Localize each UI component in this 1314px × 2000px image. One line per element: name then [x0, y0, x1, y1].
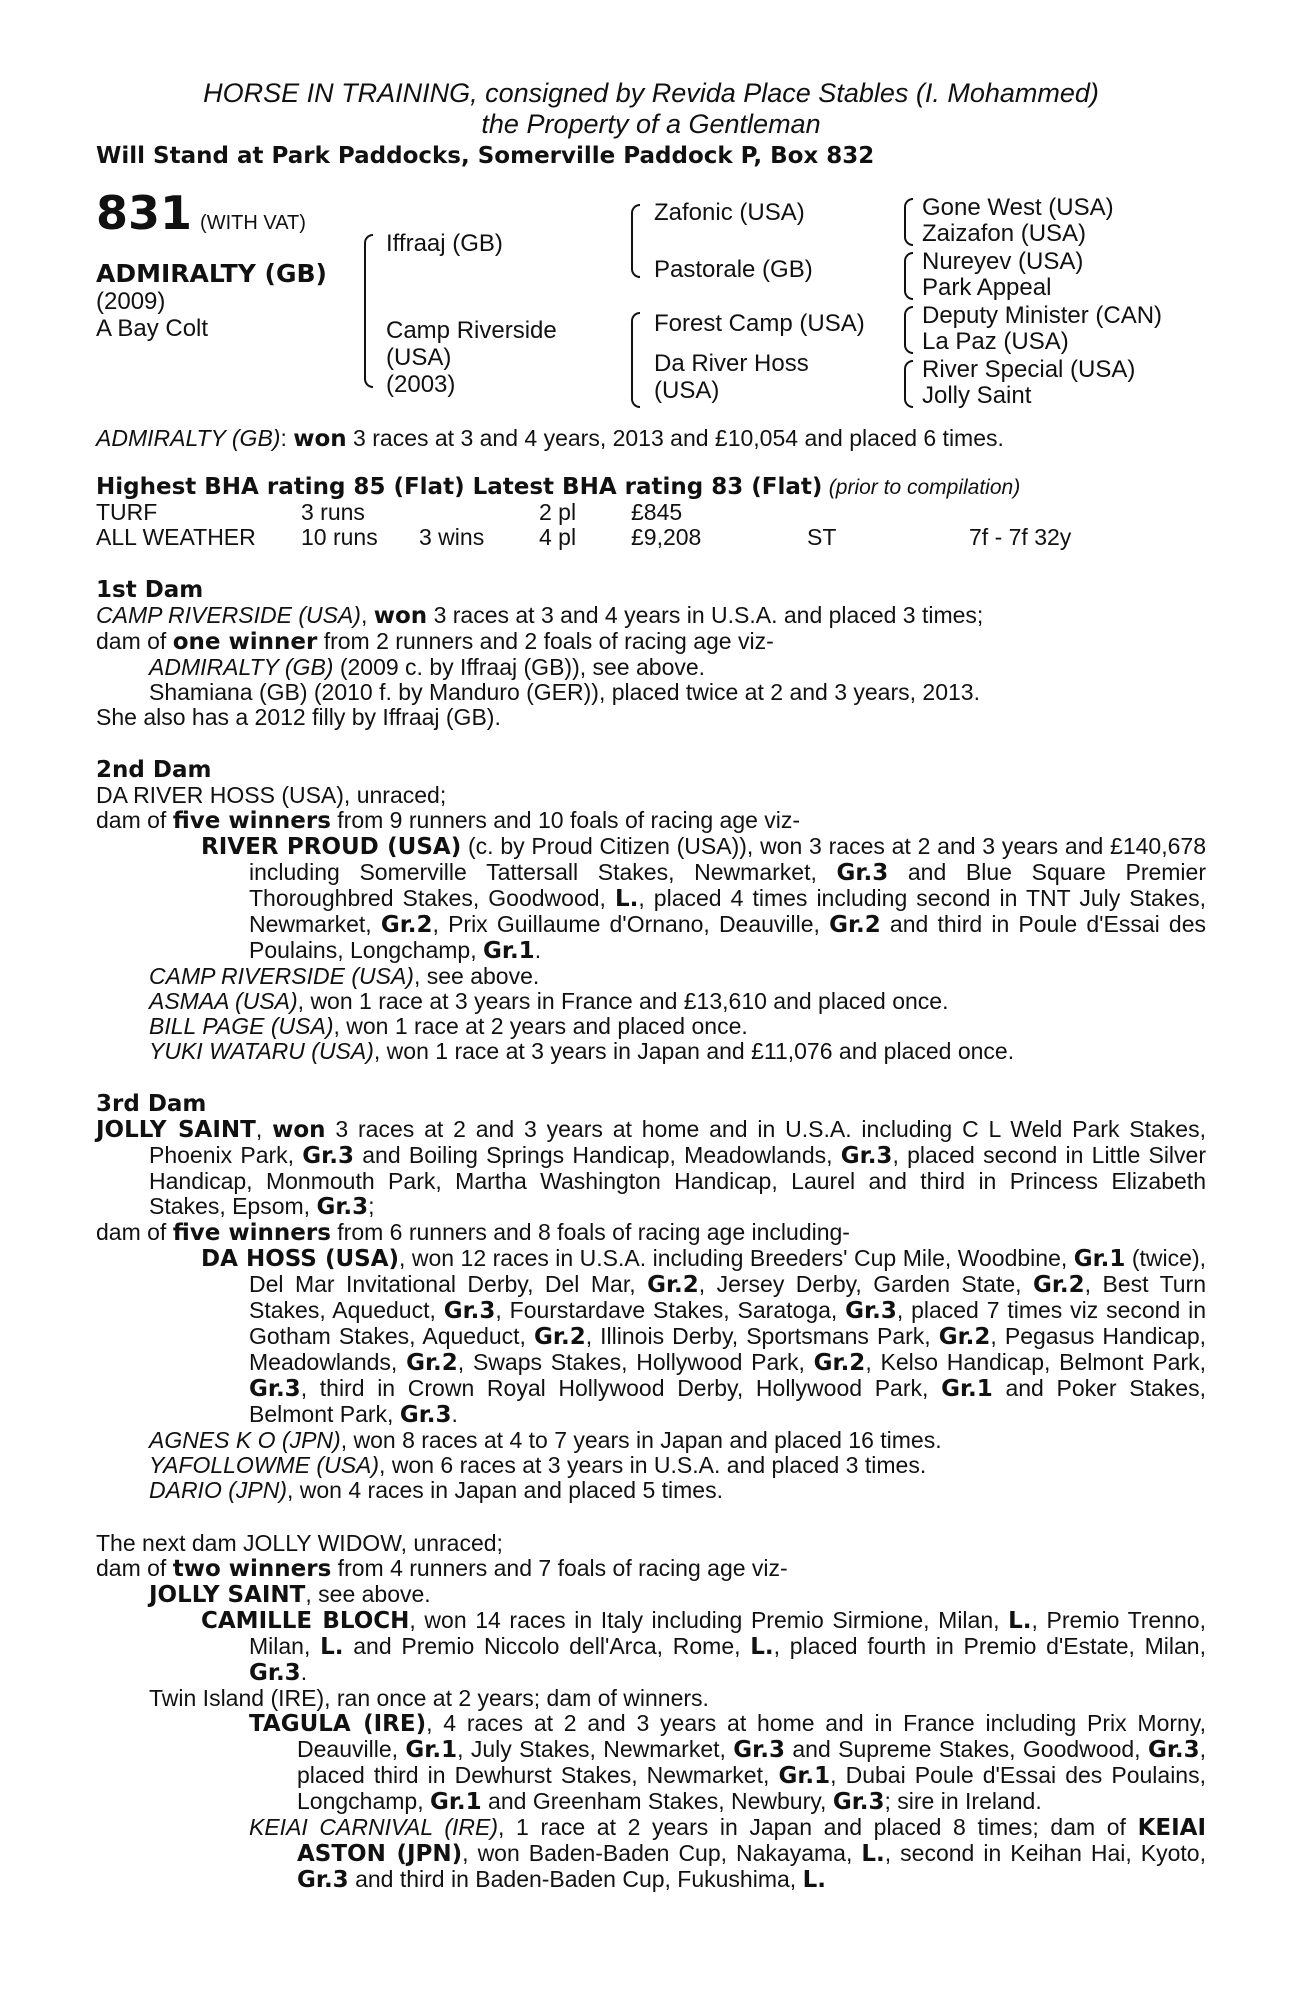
produce-entry: KEIAI CARNIVAL (IRE), 1 race at 2 years in Japan and placed 8 times; dam of KEIAI ASTON (JPN), won Baden-Baden Cup, Nakayama, L., second in Keihan Hai, Kyoto, Gr.3 and third in Baden-Baden Cup, Fukushima, L.	[249, 1814, 1207, 1893]
dam2-produce: dam of five winners from 9 runners and 10 foals of racing age viz-	[96, 807, 801, 834]
ddd: Jolly Saint	[922, 382, 1032, 409]
dsd: La Paz (USA)	[922, 328, 1069, 355]
dam1-note: She also has a 2012 filly by Iffraaj (GB).	[96, 704, 501, 730]
dam-line-1: Camp Riverside	[386, 317, 557, 344]
lot-header	[96, 186, 306, 240]
ratings-table	[96, 500, 1071, 550]
produce-entry: YUKI WATARU (USA), won 1 race at 3 years in Japan and £11,076 and placed once.	[149, 1038, 1015, 1064]
consignor-line: HORSE IN TRAINING, consigned by Revida Place Stables (I. Mohammed)	[203, 78, 1099, 108]
produce-entry: BILL PAGE (USA), won 1 race at 2 years and placed once.	[149, 1013, 748, 1039]
produce-entry: TAGULA (IRE), 4 races at 2 and 3 years at home and in France including Prix Morny, Deauville, Gr.1, July Stakes, Newmarket, Gr.3 and Supreme Stakes, Goodwood, Gr.3, placed third in Dewhurst Stakes, Newmarket, Gr.1, Dubai Poule d'Essai des Poulains, Longchamp, Gr.1 and Greenham Stakes, Newbury, Gr.3; sire in Ireland.	[249, 1710, 1207, 1815]
brace-g1	[904, 198, 913, 246]
produce-entry: RIVER PROUD (USA) (c. by Proud Citizen (USA)), won 3 races at 2 and 3 years and £140,678 including Somerville Tattersall Stakes, Newmarket, Gr.3 and Blue Square Premier Thoroughbred Stakes, Goodwood, L., placed 4 times including second in TNT July Stakes, Newmarket, Gr.2, Prix Guillaume d'Ornano, Deauville, Gr.2 and third in Poule d'Essai des Poulains, Longchamp, Gr.1.	[201, 833, 1206, 964]
sires-dam: Pastorale (GB)	[654, 256, 813, 283]
produce-entry: ASMAA (USA), won 1 race at 3 years in France and £13,610 and placed once.	[149, 988, 949, 1014]
horse-name: ADMIRALTY (GB)	[96, 259, 327, 288]
produce-entry: CAMILLE BLOCH, won 14 races in Italy including Premio Sirmione, Milan, L., Premio Trenno, Milan, L. and Premio Niccolo dell'Arca, Rome, L., placed fourth in Premio d'Estate, Milan, Gr.3.	[201, 1607, 1206, 1686]
lot-number: 831	[96, 186, 193, 240]
next-dam-produce: dam of two winners from 4 runners and 7 foals of racing age viz-	[96, 1555, 788, 1582]
dam1-produce: dam of one winner from 2 runners and 2 foals of racing age viz-	[96, 628, 774, 655]
dam3-produce: dam of five winners from 6 runners and 8 foals of racing age including-	[96, 1219, 850, 1246]
race-summary: ADMIRALTY (GB): won 3 races at 3 and 4 years, 2013 and £10,054 and placed 6 times.	[96, 425, 1004, 452]
ratings-heading: Highest BHA rating 85 (Flat) Latest BHA rating 83 (Flat) (prior to compilation)	[96, 474, 1021, 500]
brace-g2	[904, 252, 913, 300]
produce-entry: DARIO (JPN), won 4 races in Japan and placed 5 times.	[149, 1477, 723, 1503]
brace-g4	[904, 360, 913, 408]
produce-entry: AGNES K O (JPN), won 8 races at 4 to 7 years in Japan and placed 16 times.	[149, 1427, 942, 1453]
dam-line-2: (USA)	[386, 344, 452, 371]
sss: Gone West (USA)	[922, 194, 1114, 221]
second-dam-section	[96, 758, 1206, 1064]
produce-entry: Shamiana (GB) (2010 f. by Manduro (GER)), placed twice at 2 and 3 years, 2013.	[149, 679, 980, 705]
stable-location: Will Stand at Park Paddocks, Somerville Paddock P, Box 832	[96, 143, 875, 169]
catalogue-page	[96, 78, 1206, 1893]
next-dam-record: The next dam JOLLY WIDOW, unraced;	[96, 1530, 503, 1556]
sire-parents-brace	[631, 204, 640, 278]
property-line: the Property of a Gentleman	[481, 109, 821, 139]
ssd: Zaizafon (USA)	[922, 220, 1087, 247]
vat-note: (WITH VAT)	[200, 212, 306, 234]
table-row-turf: TURF 3 runs 2 pl £845	[96, 499, 683, 525]
dds: River Special (USA)	[922, 356, 1136, 383]
section-title: 1st Dam	[96, 577, 204, 603]
produce-entry: YAFOLLOWME (USA), won 6 races at 3 years in U.S.A. and placed 3 times.	[149, 1452, 927, 1478]
dams-sire: Forest Camp (USA)	[654, 310, 865, 337]
sire: Iffraaj (GB)	[386, 230, 503, 257]
next-dam-section	[96, 1531, 1206, 1893]
foaling-year: (2009)	[96, 288, 166, 315]
dam-line-3: (2003)	[386, 371, 456, 398]
table-row-all-weather: ALL WEATHER 10 runs 3 wins 4 pl £9,208 ST 7f - 7f 32y	[96, 524, 1072, 550]
third-dam-section	[96, 1092, 1206, 1503]
horse-description: A Bay Colt	[96, 315, 209, 342]
brace-g3	[904, 306, 913, 354]
produce-entry: Twin Island (IRE), ran once at 2 years; dam of winners.	[149, 1685, 709, 1711]
sds: Nureyev (USA)	[922, 248, 1084, 275]
dam-parents-brace	[631, 312, 640, 408]
produce-entry: JOLLY SAINT, see above.	[149, 1581, 431, 1608]
sires-sire: Zafonic (USA)	[654, 199, 805, 226]
section-title: 3rd Dam	[96, 1091, 207, 1117]
dam3-record: JOLLY SAINT, won 3 races at 2 and 3 years at home and in U.S.A. including C L Weld Park Stakes, Phoenix Park, Gr.3 and Boiling Springs Handicap, Meadowlands, Gr.3, placed second in Little Silver Handicap, Monmouth Park, Martha Washington Handicap, Laurel and third in Princess Elizabeth Stakes, Epsom, Gr.3;	[96, 1116, 1206, 1220]
dam1-record: CAMP RIVERSIDE (USA), won 3 races at 3 and 4 years in U.S.A. and placed 3 times;	[96, 602, 984, 629]
sire-dam-brace	[364, 234, 373, 388]
dss: Deputy Minister (CAN)	[922, 302, 1163, 329]
produce-entry: CAMP RIVERSIDE (USA), see above.	[149, 963, 540, 989]
produce-entry: ADMIRALTY (GB) (2009 c. by Iffraaj (GB)), see above.	[149, 654, 706, 680]
dams-dam-line-1: Da River Hoss	[654, 350, 809, 377]
dam2-record: DA RIVER HOSS (USA), unraced;	[96, 782, 447, 808]
dams-dam-line-2: (USA)	[654, 377, 720, 404]
produce-entry: DA HOSS (USA), won 12 races in U.S.A. including Breeders' Cup Mile, Woodbine, Gr.1 (twice), Del Mar Invitational Derby, Del Mar, Gr.2, Jersey Derby, Garden State, Gr.2, Best Turn Stakes, Aqueduct, Gr.3, Fourstardave Stakes, Saratoga, Gr.3, placed 7 times viz second in Gotham Stakes, Aqueduct, Gr.2, Illinois Derby, Sportsmans Park, Gr.2, Pegasus Handicap, Meadowlands, Gr.2, Swaps Stakes, Hollywood Park, Gr.2, Kelso Handicap, Belmont Park, Gr.3, third in Crown Royal Hollywood Derby, Hollywood Park, Gr.1 and Poker Stakes, Belmont Park, Gr.3.	[201, 1245, 1207, 1428]
sdd: Park Appeal	[922, 274, 1052, 301]
section-title: 2nd Dam	[96, 757, 212, 783]
ratings-section	[96, 474, 1206, 550]
pedigree-table	[96, 186, 1206, 416]
first-dam-section	[96, 578, 1206, 730]
